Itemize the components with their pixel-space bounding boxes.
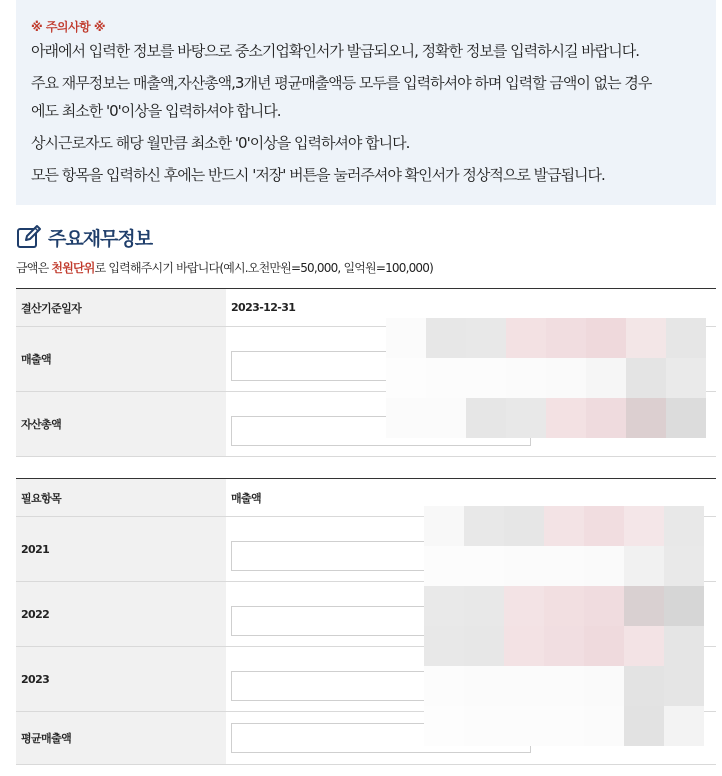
section-header (16, 222, 152, 252)
unit-note-highlight: 천원단위 (51, 261, 95, 275)
required-item-value: 매출액 (226, 479, 716, 517)
notice-line-2: 주요 재무정보는 매출액,자산총액,3개년 평균매출액등 모두를 입력하셔야 하며 입력할 금액이 없는 경우 (31, 74, 652, 92)
unit-note-suffix: 로 입력해주시기 바랍니다(예시.오천만원=50,000, 일억원=100,000) (94, 261, 433, 275)
redaction-mosaic (424, 506, 704, 746)
year-label: 2023 (16, 647, 226, 712)
notice-line-5: 모든 항목을 입력하신 후에는 반드시 '저장' 버튼을 눌러주셔야 확인서가 정상적으로 발급됩니다. (31, 166, 605, 184)
year-label: 2022 (16, 582, 226, 647)
year-label: 2021 (16, 517, 226, 582)
notice-line-4: 상시근로자도 해당 월만큼 최소한 '0'이상을 입력하셔야 합니다. (31, 134, 410, 152)
notice-title: ※ 주의사항 ※ (31, 20, 106, 34)
redaction-mosaic (386, 318, 706, 438)
section-title: 주요재무정보 (48, 227, 153, 250)
unit-note (16, 259, 433, 276)
settlement-date-label: 결산기준일자 (16, 289, 226, 327)
average-sales-label: 평균매출액 (16, 712, 226, 765)
total-assets-label: 자산총액 (16, 392, 226, 457)
notice-line-1: 아래에서 입력한 정보를 바탕으로 중소기업확인서가 발급되오니, 정확한 정보를 입력하시길 바랍니다. (31, 42, 640, 60)
notice-line-3: 에도 최소한 '0'이상을 입력하셔야 합니다. (31, 102, 281, 120)
required-item-label: 필요항목 (16, 479, 226, 517)
notice-box (16, 0, 716, 205)
settlement-date-value: 2023-12-31 (226, 289, 716, 327)
unit-note-prefix: 금액은 (16, 261, 52, 275)
sales-label: 매출액 (16, 327, 226, 392)
edit-icon (16, 224, 42, 250)
